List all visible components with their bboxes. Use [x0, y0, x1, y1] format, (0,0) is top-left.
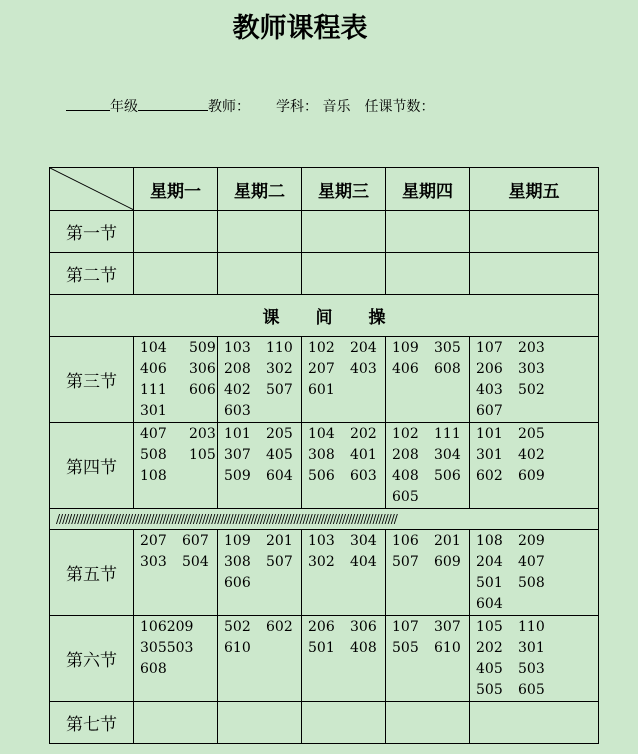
class-code-line: 502 602	[224, 619, 293, 635]
class-code-line: 403 502	[476, 382, 545, 398]
break-row	[50, 295, 599, 337]
class-code-line: 501 508	[476, 575, 545, 591]
header-row	[50, 168, 599, 211]
class-code-line: 506 603	[308, 468, 377, 484]
schedule-cell[interactable]	[386, 616, 470, 702]
class-code-line: 207 607	[140, 533, 209, 549]
schedule-cell[interactable]	[386, 530, 470, 616]
schedule-cell[interactable]	[470, 337, 599, 423]
day-header: 星期四	[386, 168, 470, 211]
class-code-line: 307 405	[224, 447, 293, 463]
class-code-line: 202 301	[476, 640, 545, 656]
schedule-cell[interactable]	[302, 337, 386, 423]
class-code-line: 509 604	[224, 468, 293, 484]
corner-cell	[50, 168, 134, 211]
table-row	[50, 337, 599, 423]
period-label: 第七节	[50, 702, 134, 744]
schedule-cell[interactable]	[218, 702, 302, 744]
period-label: 第四节	[50, 423, 134, 509]
separator-row	[50, 509, 599, 530]
grade-label: 年级	[110, 99, 138, 115]
schedule-cell[interactable]	[386, 211, 470, 253]
page-title: 教师课程表	[232, 13, 368, 44]
schedule-cell[interactable]	[134, 530, 218, 616]
class-code-line: 406 306	[140, 361, 216, 377]
class-code-line: 106 201	[392, 533, 461, 549]
class-code-line: 301 402	[476, 447, 545, 463]
class-code-line: 308 401	[308, 447, 377, 463]
class-code-line: 507 609	[392, 554, 461, 570]
class-code-line: 402 507	[224, 382, 293, 398]
class-code-line: 303 504	[140, 554, 209, 570]
schedule-cell[interactable]	[386, 423, 470, 509]
schedule-cell[interactable]	[134, 702, 218, 744]
schedule-cell[interactable]	[386, 337, 470, 423]
class-code-line: 109 201	[224, 533, 293, 549]
class-code-line: 108 209	[476, 533, 545, 549]
class-code-line: 305503	[140, 640, 194, 656]
schedule-cell[interactable]	[302, 423, 386, 509]
period-label: 第三节	[50, 337, 134, 423]
separator-cell: ////////////////////////////////////////////////////////////////////////////////////////////////////////////////	[50, 509, 599, 530]
class-code-line: 102 204	[308, 340, 377, 356]
class-code-line: 107 203	[476, 340, 545, 356]
table-row	[50, 616, 599, 702]
schedule-cell[interactable]	[302, 530, 386, 616]
class-code-line: 406 608	[392, 361, 461, 377]
teacher-info-line	[66, 96, 434, 116]
table-row	[50, 253, 599, 295]
class-code-line: 607	[476, 403, 503, 419]
class-code-line: 505 610	[392, 640, 461, 656]
table-row	[50, 530, 599, 616]
class-code-line: 610	[224, 640, 251, 656]
lessons-label: 任课节数：	[364, 99, 435, 115]
table-row	[50, 423, 599, 509]
grade-blank[interactable]	[66, 96, 110, 111]
period-label: 第六节	[50, 616, 134, 702]
period-label: 第一节	[50, 211, 134, 253]
break-cell	[50, 295, 599, 337]
class-code-line: 103 110	[224, 340, 293, 356]
subject-value: 音乐	[322, 99, 351, 115]
class-code-line: 101 205	[224, 426, 293, 442]
schedule-cell[interactable]	[470, 211, 599, 253]
class-code-line: 605	[392, 489, 419, 505]
break-word: 操	[368, 308, 386, 328]
class-code-line: 602 609	[476, 468, 545, 484]
class-code-line: 301	[140, 403, 167, 419]
schedule-cell[interactable]	[470, 702, 599, 744]
class-code-line: 407 203	[140, 426, 216, 442]
schedule-cell[interactable]	[218, 253, 302, 295]
class-code-line: 109 305	[392, 340, 461, 356]
table-row	[50, 211, 599, 253]
class-code-line: 501 408	[308, 640, 377, 656]
teacher-blank[interactable]	[138, 96, 208, 111]
schedule-cell[interactable]	[134, 616, 218, 702]
class-code-line: 302 404	[308, 554, 377, 570]
schedule-cell[interactable]	[218, 616, 302, 702]
class-code-line: 606	[224, 575, 251, 591]
table-row	[50, 702, 599, 744]
schedule-cell[interactable]	[302, 702, 386, 744]
day-header: 星期三	[302, 168, 386, 211]
class-code-line: 102 111	[392, 426, 461, 442]
schedule-cell[interactable]	[218, 530, 302, 616]
class-code-line: 106209	[140, 619, 194, 635]
schedule-cell[interactable]	[134, 211, 218, 253]
schedule-cell[interactable]	[470, 530, 599, 616]
class-code-line: 104 509	[140, 340, 216, 356]
class-code-line: 104 202	[308, 426, 377, 442]
schedule-cell[interactable]	[134, 337, 218, 423]
class-code-line: 308 507	[224, 554, 293, 570]
schedule-cell[interactable]	[470, 253, 599, 295]
class-code-line: 208 302	[224, 361, 293, 377]
schedule-cell[interactable]	[218, 423, 302, 509]
schedule-cell[interactable]	[470, 423, 599, 509]
class-code-line: 105 110	[476, 619, 545, 635]
diagonal-line	[50, 168, 134, 210]
class-code-line: 601	[308, 382, 335, 398]
class-code-line: 207 403	[308, 361, 377, 377]
class-code-line: 101 205	[476, 426, 545, 442]
schedule-cell[interactable]	[302, 253, 386, 295]
class-code-line: 208 304	[392, 447, 461, 463]
class-code-line: 204 407	[476, 554, 545, 570]
class-code-line: 103 304	[308, 533, 377, 549]
schedule-cell[interactable]	[218, 211, 302, 253]
class-code-line: 408 506	[392, 468, 461, 484]
schedule-cell[interactable]	[302, 616, 386, 702]
class-code-line: 108	[140, 468, 167, 484]
class-code-line: 603	[224, 403, 251, 419]
class-code-line: 206 306	[308, 619, 377, 635]
day-header: 星期二	[218, 168, 302, 211]
period-label: 第五节	[50, 530, 134, 616]
schedule-cell[interactable]	[218, 337, 302, 423]
break-word: 间	[315, 308, 333, 328]
schedule-cell[interactable]	[386, 702, 470, 744]
day-header: 星期一	[134, 168, 218, 211]
schedule-cell[interactable]	[134, 253, 218, 295]
break-word: 课	[262, 308, 280, 328]
schedule-cell[interactable]	[302, 211, 386, 253]
day-header: 星期五	[470, 168, 599, 211]
schedule-cell[interactable]	[134, 423, 218, 509]
schedule-cell[interactable]	[470, 616, 599, 702]
class-code-line: 608	[140, 661, 167, 677]
class-code-line: 508 105	[140, 447, 216, 463]
schedule-cell[interactable]	[386, 253, 470, 295]
class-code-line: 111 606	[140, 382, 216, 398]
class-code-line: 206 303	[476, 361, 545, 377]
teacher-label: 教师：	[208, 99, 250, 115]
schedule-table	[49, 167, 599, 744]
class-code-line: 405 503	[476, 661, 545, 677]
period-label: 第二节	[50, 253, 134, 295]
class-code-line: 107 307	[392, 619, 461, 635]
class-code-line: 505 605	[476, 682, 545, 698]
class-code-line: 604	[476, 596, 503, 612]
subject-label: 学科：	[276, 99, 318, 115]
